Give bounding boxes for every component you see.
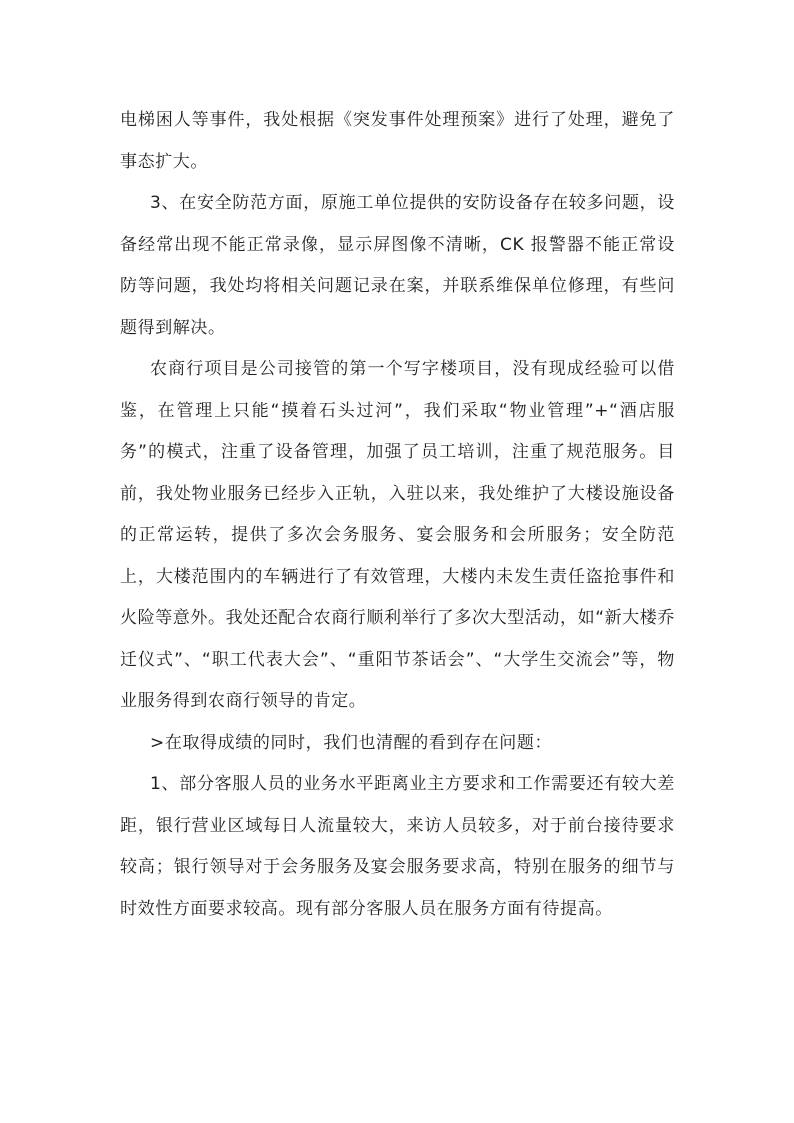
paragraph-security: 3、在安全防范方面，原施工单位提供的安防设备存在较多问题，设备经常出现不能正常录像，显示屏图像不清晰，CK 报警器不能正常设防等问题，我处均将相关问题记录在案，并联系维保单位修理，有些问题得到解决。 — [120, 193, 675, 338]
paragraph-project-summary: 农商行项目是公司接管的第一个写字楼项目，没有现成经验可以借鉴，在管理上只能“摸着石头过河”，我们采取“物业管理”+“酒店服务”的模式，注重了设备管理，加强了员工培训，注重了规范服务。目前，我处物业服务已经步入正轨，入驻以来，我处维护了大楼设施设备的正常运转，提供了多次会务服务、宴会服务和会所服务；安全防范上，大楼范围内的车辆进行了有效管理，大楼内未发生责任盗抢事件和火险等意外。我处还配合农商行顺利举行了多次大型活动，如“新大楼乔迁仪式”、“职工代表大会”、“重阳节茶话会”、“大学生交流会”等，物业服务得到农商行领导的肯定。 — [120, 359, 676, 711]
document-body — [120, 100, 675, 930]
paragraph-continuation: 电梯困人等事件，我处根据《突发事件处理预案》进行了处理，避免了事态扩大。 — [120, 110, 675, 172]
paragraph-problems-intro: >在取得成绩的同时，我们也清醒的看到存在问题： — [150, 732, 553, 753]
paragraph-problem-1: 1、部分客服人员的业务水平距离业主方要求和工作需要还有较大差距，银行营业区域每日人流量较大，来访人员较多，对于前台接待要求较高；银行领导对于会务服务及宴会服务要求高，特别在服务的细节与时效性方面要求较高。现有部分客服人员在服务方面有待提高。 — [120, 774, 675, 919]
